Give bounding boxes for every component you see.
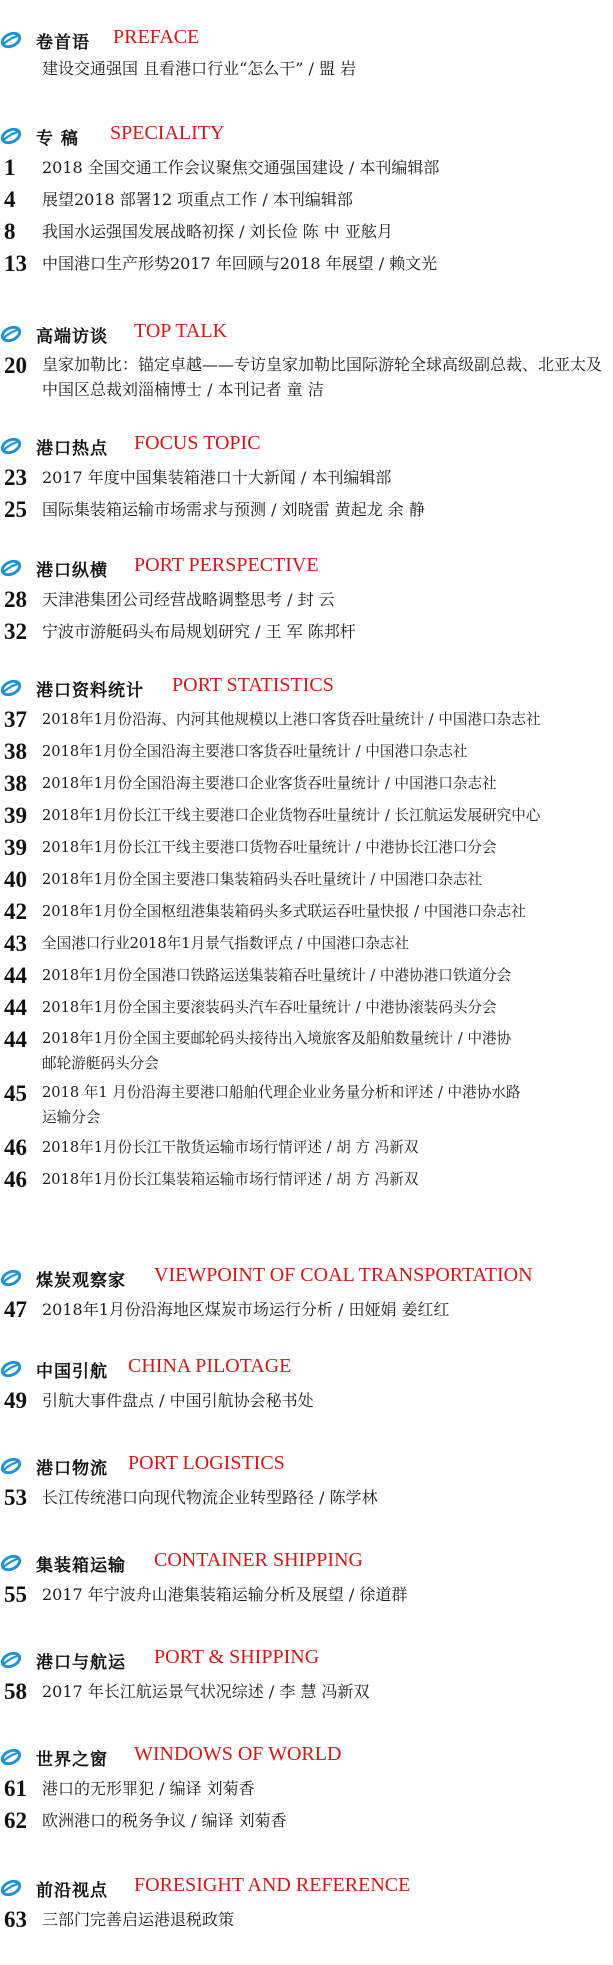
section-title-en: FORESIGHT AND REFERENCE: [134, 1874, 411, 1896]
entry-title: 国际集装箱运输市场需求与预测 / 刘晓雷 黄起龙 余 静: [42, 500, 425, 519]
section-header: [0, 672, 613, 702]
section-focus-topic: [0, 430, 613, 524]
section-top-talk: [0, 318, 613, 402]
entry-title: 2018年1月份长江干线主要港口货物吞吐量统计 / 中港协长江港口分会: [42, 839, 497, 856]
section-title-cn: 港口物流: [36, 1459, 108, 1479]
toc-entry[interactable]: [0, 250, 613, 278]
swirl-logo-icon: [0, 677, 22, 699]
entry-title: 2018 全国交通工作会议聚焦交通强国建设 / 本刊编辑部: [42, 158, 440, 177]
toc-entry[interactable]: [0, 218, 613, 246]
section-header: [0, 120, 613, 150]
page-number: 39: [4, 835, 27, 860]
section-title-cn: 集装箱运输: [36, 1556, 126, 1576]
entry-title: 我国水运强国发展战略初探 / 刘长俭 陈 中 亚舷月: [42, 222, 393, 241]
page-number: 1: [4, 155, 16, 180]
entry-title: 2018年1月份沿海地区煤炭市场运行分析 / 田娅娟 姜红红: [42, 1300, 450, 1319]
page-number: 61: [4, 1776, 27, 1801]
entry-title: 皇家加勒比：锚定卓越——专访皇家加勒比国际游轮全球高级副总裁、北亚太及中国区总裁刘淄楠博士 / 本刊记者 童 洁: [42, 355, 603, 399]
section-port-perspective: [0, 552, 613, 646]
toc-entry[interactable]: [0, 1026, 613, 1076]
page-number: 38: [4, 739, 27, 764]
page-number: 23: [4, 465, 27, 490]
entry-title: 2017 年度中国集装箱港口十大新闻 / 本刊编辑部: [42, 468, 392, 487]
entry-title: 2018年1月份长江干散货运输市场行情评述 / 胡 方 冯新双: [42, 1139, 419, 1156]
page-number: 20: [4, 353, 27, 378]
entry-title: 2018年1月份全国主要滚装码头汽车吞吐量统计 / 中港协滚装码头分会: [42, 999, 497, 1016]
page-number: 45: [4, 1081, 27, 1106]
section-title-cn: 世界之窗: [36, 1750, 108, 1770]
toc-entry[interactable]: [0, 834, 613, 862]
section-title-cn: 前沿视点: [36, 1881, 108, 1901]
section-speciality: [0, 120, 613, 278]
toc-entry[interactable]: [0, 154, 613, 182]
section-header: [0, 1262, 613, 1292]
toc-entry[interactable]: [0, 586, 613, 614]
entry-title: 2018年1月份全国沿海主要港口企业客货吞吐量统计 / 中国港口杂志社: [42, 775, 497, 792]
toc-entry[interactable]: [0, 1775, 613, 1803]
section-header: [0, 318, 613, 348]
toc-entry[interactable]: [0, 186, 613, 214]
section-header: [0, 1450, 613, 1480]
section-port-logistics: [0, 1450, 613, 1512]
section-title-en: SPECIALITY: [110, 122, 225, 144]
section-title-en: PORT & SHIPPING: [154, 1646, 320, 1668]
section-port-shipping: [0, 1644, 613, 1706]
toc-entry[interactable]: [0, 770, 613, 798]
page-number: 42: [4, 899, 27, 924]
swirl-logo-icon: [0, 1358, 22, 1380]
entry-title: 2018年1月份全国主要港口集装箱码头吞吐量统计 / 中国港口杂志社: [42, 871, 483, 888]
entry-title: 2017 年长江航运景气状况综述 / 李 慧 冯新双: [42, 1682, 370, 1701]
toc-entry[interactable]: [0, 866, 613, 894]
toc-entry[interactable]: [0, 1678, 613, 1706]
swirl-logo-icon: [0, 1649, 22, 1671]
section-title-cn: 港口热点: [36, 439, 108, 459]
section-title-cn: 中国引航: [36, 1362, 108, 1382]
swirl-logo-icon: [0, 125, 22, 147]
section-port-statistics: [0, 672, 613, 1194]
toc-entry[interactable]: [0, 898, 613, 926]
toc-entry[interactable]: [0, 1807, 613, 1835]
entry-title: 2018年1月份长江集装箱运输市场行情评述 / 胡 方 冯新双: [42, 1171, 419, 1188]
section-header: [0, 430, 613, 460]
entry-title: 2018年1月份沿海、内河其他规模以上港口客货吞吐量统计 / 中国港口杂志社: [42, 711, 541, 728]
page-number: 44: [4, 963, 27, 988]
section-title-en: FOCUS TOPIC: [134, 432, 261, 454]
toc-entry[interactable]: [0, 1296, 613, 1324]
section-header: [0, 1741, 613, 1771]
entry-title: 长江传统港口向现代物流企业转型路径 / 陈学林: [42, 1488, 378, 1507]
section-foresight: [0, 1872, 613, 1934]
section-title-cn: 专 稿: [36, 129, 79, 149]
section-header: [0, 24, 613, 54]
swirl-logo-icon: [0, 1552, 22, 1574]
page-number: 28: [4, 587, 27, 612]
page-number: 58: [4, 1679, 27, 1704]
toc-entry[interactable]: [0, 1166, 613, 1194]
toc-entry[interactable]: [0, 352, 613, 402]
page-number: 46: [4, 1135, 27, 1160]
section-title-cn: 煤炭观察家: [36, 1271, 126, 1291]
page-number: 25: [4, 497, 27, 522]
entry-title: 三部门完善启运港退税政策: [42, 1910, 235, 1929]
page-number: 39: [4, 803, 27, 828]
toc-entry[interactable]: [0, 706, 613, 734]
preface-text: 建设交通强国 且看港口行业“怎么干” / 盟 岩: [42, 59, 357, 78]
toc-entry[interactable]: [0, 464, 613, 492]
swirl-logo-icon: [0, 435, 22, 457]
section-header: [0, 1353, 613, 1383]
toc-entry[interactable]: [0, 618, 613, 646]
page-number: 13: [4, 251, 27, 276]
section-title-en: PORT PERSPECTIVE: [134, 554, 319, 576]
page-number: 53: [4, 1485, 27, 1510]
swirl-logo-icon: [0, 323, 22, 345]
entry-title: 中国港口生产形势2017 年回顾与2018 年展望 / 赖文光: [42, 254, 438, 273]
entry-title: 2018年1月份全国枢纽港集装箱码头多式联运吞吐量快报 / 中国港口杂志社: [42, 903, 526, 920]
toc-entry[interactable]: [0, 930, 613, 958]
toc-entry[interactable]: [0, 1387, 613, 1415]
section-title-cn: 港口与航运: [36, 1653, 126, 1673]
entry-title: 展望2018 部署12 项重点工作 / 本刊编辑部: [42, 190, 353, 209]
section-header: [0, 1547, 613, 1577]
section-preface: [0, 24, 613, 82]
section-title-cn: 港口纵横: [36, 561, 108, 581]
entry-title: 2017 年宁波舟山港集装箱运输分析及展望 / 徐道群: [42, 1585, 408, 1604]
page-number: 4: [4, 187, 16, 212]
page-number: 32: [4, 619, 27, 644]
entry-title: 2018年1月份全国港口铁路运送集装箱吞吐量统计 / 中港协港口铁道分会: [42, 967, 512, 984]
page-number: 44: [4, 995, 27, 1020]
swirl-logo-icon: [0, 1455, 22, 1477]
entry-title: 2018年1月份全国主要邮轮码头接待出入境旅客及船舶数量统计 / 中港协邮轮游艇码头分会: [42, 1030, 512, 1072]
toc-entry[interactable]: [0, 496, 613, 524]
toc-entry[interactable]: [0, 962, 613, 990]
section-title-en: PREFACE: [113, 26, 200, 48]
page-number: 62: [4, 1808, 27, 1833]
page-number: 47: [4, 1297, 27, 1322]
swirl-logo-icon: [0, 1267, 22, 1289]
entry-title: 2018年1月份全国沿海主要港口客货吞吐量统计 / 中国港口杂志社: [42, 743, 468, 760]
section-header: [0, 1872, 613, 1902]
toc-entry[interactable]: [0, 994, 613, 1022]
toc-entry[interactable]: [0, 1906, 613, 1934]
page-number: 37: [4, 707, 27, 732]
swirl-logo-icon: [0, 1746, 22, 1768]
toc-entry[interactable]: [0, 1484, 613, 1512]
page-number: 63: [4, 1907, 27, 1932]
entry-title: 欧洲港口的税务争议 / 编译 刘菊香: [42, 1811, 287, 1830]
section-title-en: PORT STATISTICS: [172, 674, 334, 696]
entry-title: 天津港集团公司经营战略调整思考 / 封 云: [42, 590, 335, 609]
section-title-en: CHINA PILOTAGE: [128, 1355, 292, 1377]
section-china-pilotage: [0, 1353, 613, 1415]
section-title-en: CONTAINER SHIPPING: [154, 1549, 363, 1571]
entry-title: 2018 年1 月份沿海主要港口船舶代理企业业务量分析和评述 / 中港协水路运输分会: [42, 1084, 521, 1126]
section-title-en: WINDOWS OF WORLD: [134, 1743, 342, 1765]
section-title-cn: 卷首语: [36, 33, 90, 53]
swirl-logo-icon: [0, 29, 22, 51]
section-windows-of-world: [0, 1741, 613, 1835]
swirl-logo-icon: [0, 1877, 22, 1899]
section-header: [0, 552, 613, 582]
entry-title: 全国港口行业2018年1月景气指数评点 / 中国港口杂志社: [42, 935, 410, 952]
page-number: 55: [4, 1582, 27, 1607]
entry-title: 宁波市游艇码头布局规划研究 / 王 军 陈邦杆: [42, 622, 356, 641]
section-title-en: VIEWPOINT OF COAL TRANSPORTATION: [154, 1264, 533, 1286]
toc-entry[interactable]: [0, 738, 613, 766]
entry-title: 2018年1月份长江干线主要港口企业货物吞吐量统计 / 长江航运发展研究中心: [42, 807, 541, 824]
toc-entry[interactable]: [0, 1080, 613, 1130]
section-header: [0, 1644, 613, 1674]
page-number: 43: [4, 931, 27, 956]
entry-title: 引航大事件盘点 / 中国引航协会秘书处: [42, 1391, 314, 1410]
page-number: 8: [4, 219, 16, 244]
section-container-shipping: [0, 1547, 613, 1609]
entry-title: 港口的无形罪犯 / 编译 刘菊香: [42, 1779, 255, 1798]
page-number: 46: [4, 1167, 27, 1192]
section-title-en: PORT LOGISTICS: [128, 1452, 285, 1474]
toc-entry[interactable]: [0, 802, 613, 830]
page-number: 38: [4, 771, 27, 796]
page-number: 49: [4, 1388, 27, 1413]
section-title-cn: 港口资料统计: [36, 681, 144, 701]
section-coal-viewpoint: [0, 1262, 613, 1324]
page-number: 44: [4, 1027, 27, 1052]
toc-entry[interactable]: [0, 1581, 613, 1609]
section-title-en: TOP TALK: [134, 320, 228, 342]
swirl-logo-icon: [0, 557, 22, 579]
page-number: 40: [4, 867, 27, 892]
section-title-cn: 高端访谈: [36, 327, 108, 347]
toc-entry[interactable]: [0, 1134, 613, 1162]
